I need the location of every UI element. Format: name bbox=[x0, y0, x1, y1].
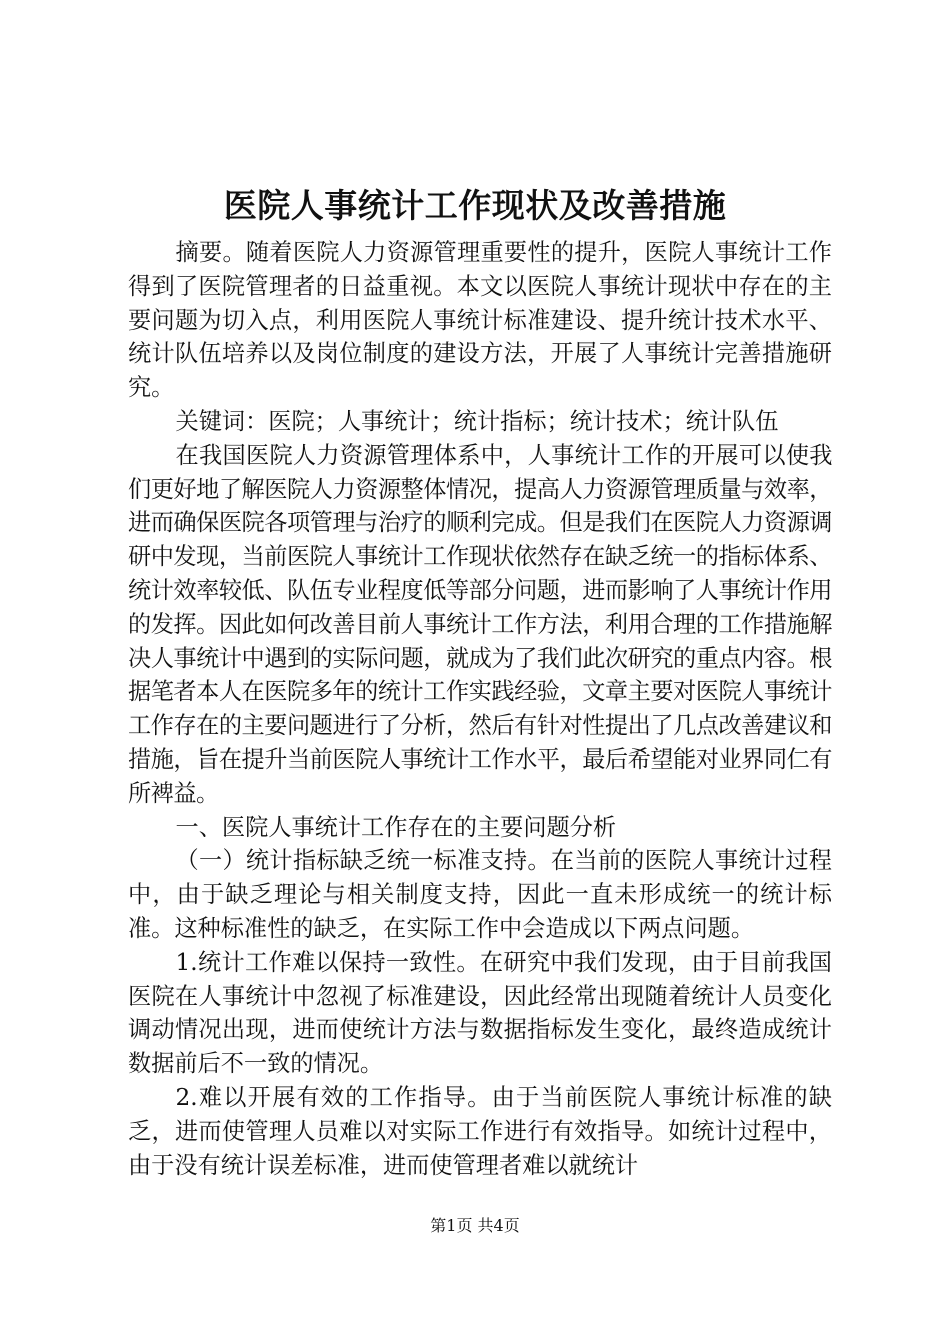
page-footer: 第1页 共4页 bbox=[430, 1216, 520, 1235]
section-heading-1: 一、医院人事统计工作存在的主要问题分析 bbox=[175, 813, 617, 841]
numbered-paragraph-1: 1.统计工作难以保持一致性。在研究中我们发现，由于目前我国医院在人事统计中忽视了标准建设，因此经常出现随着统计人员变化调动情况出现，进而使统计方法与数据指标发生变化，最终造成统计数据前后不一致的情况。 bbox=[128, 948, 832, 1078]
introduction-paragraph: 在我国医院人力资源管理体系中，人事统计工作的开展可以使我们更好地了解医院人力资源整体情况，提高人力资源管理质量与效率，进而确保医院各项管理与治疗的顺利完成。但是我们在医院人力资源调研中发现，当前医院人事统计工作现状依然存在缺乏统一的指标体系、统计效率较低、队伍专业程度低等部分问题，进而影响了人事统计作用的发挥。因此如何改善目前人事统计工作方法，利用合理的工作措施解决人事统计中遇到的实际问题，就成为了我们此次研究的重点内容。根据笔者本人在医院多年的统计工作实践经验，文章主要对医院人事统计工作存在的主要问题进行了分析，然后有针对性提出了几点改善建议和措施，旨在提升当前医院人事统计工作水平，最后希望能对业界同仁有所裨益。 bbox=[128, 441, 832, 807]
keywords-paragraph: 关键词：医院；人事统计；统计指标；统计技术；统计队伍 bbox=[175, 407, 779, 435]
document-title: 医院人事统计工作现状及改善措施 bbox=[223, 186, 727, 225]
numbered-paragraph-2: 2.难以开展有效的工作指导。由于当前医院人事统计标准的缺乏，进而使管理人员难以对实际工作进行有效指导。如统计过程中，由于没有统计误差标准，进而使管理者难以就统计 bbox=[128, 1083, 832, 1179]
abstract-paragraph: 摘要。随着医院人力资源管理重要性的提升，医院人事统计工作得到了医院管理者的日益重视。本文以医院人事统计现状中存在的主要问题为切入点，利用医院人事统计标准建设、提升统计技术水平、统计队伍培养以及岗位制度的建设方法，开展了人事统计完善措施研究。 bbox=[128, 239, 832, 402]
document-body bbox=[128, 236, 832, 1182]
subsection-paragraph-1: （一）统计指标缺乏统一标准支持。在当前的医院人事统计过程中，由于缺乏理论与相关制度支持，因此一直未形成统一的统计标准。这种标准性的缺乏，在实际工作中会造成以下两点问题。 bbox=[128, 847, 832, 942]
